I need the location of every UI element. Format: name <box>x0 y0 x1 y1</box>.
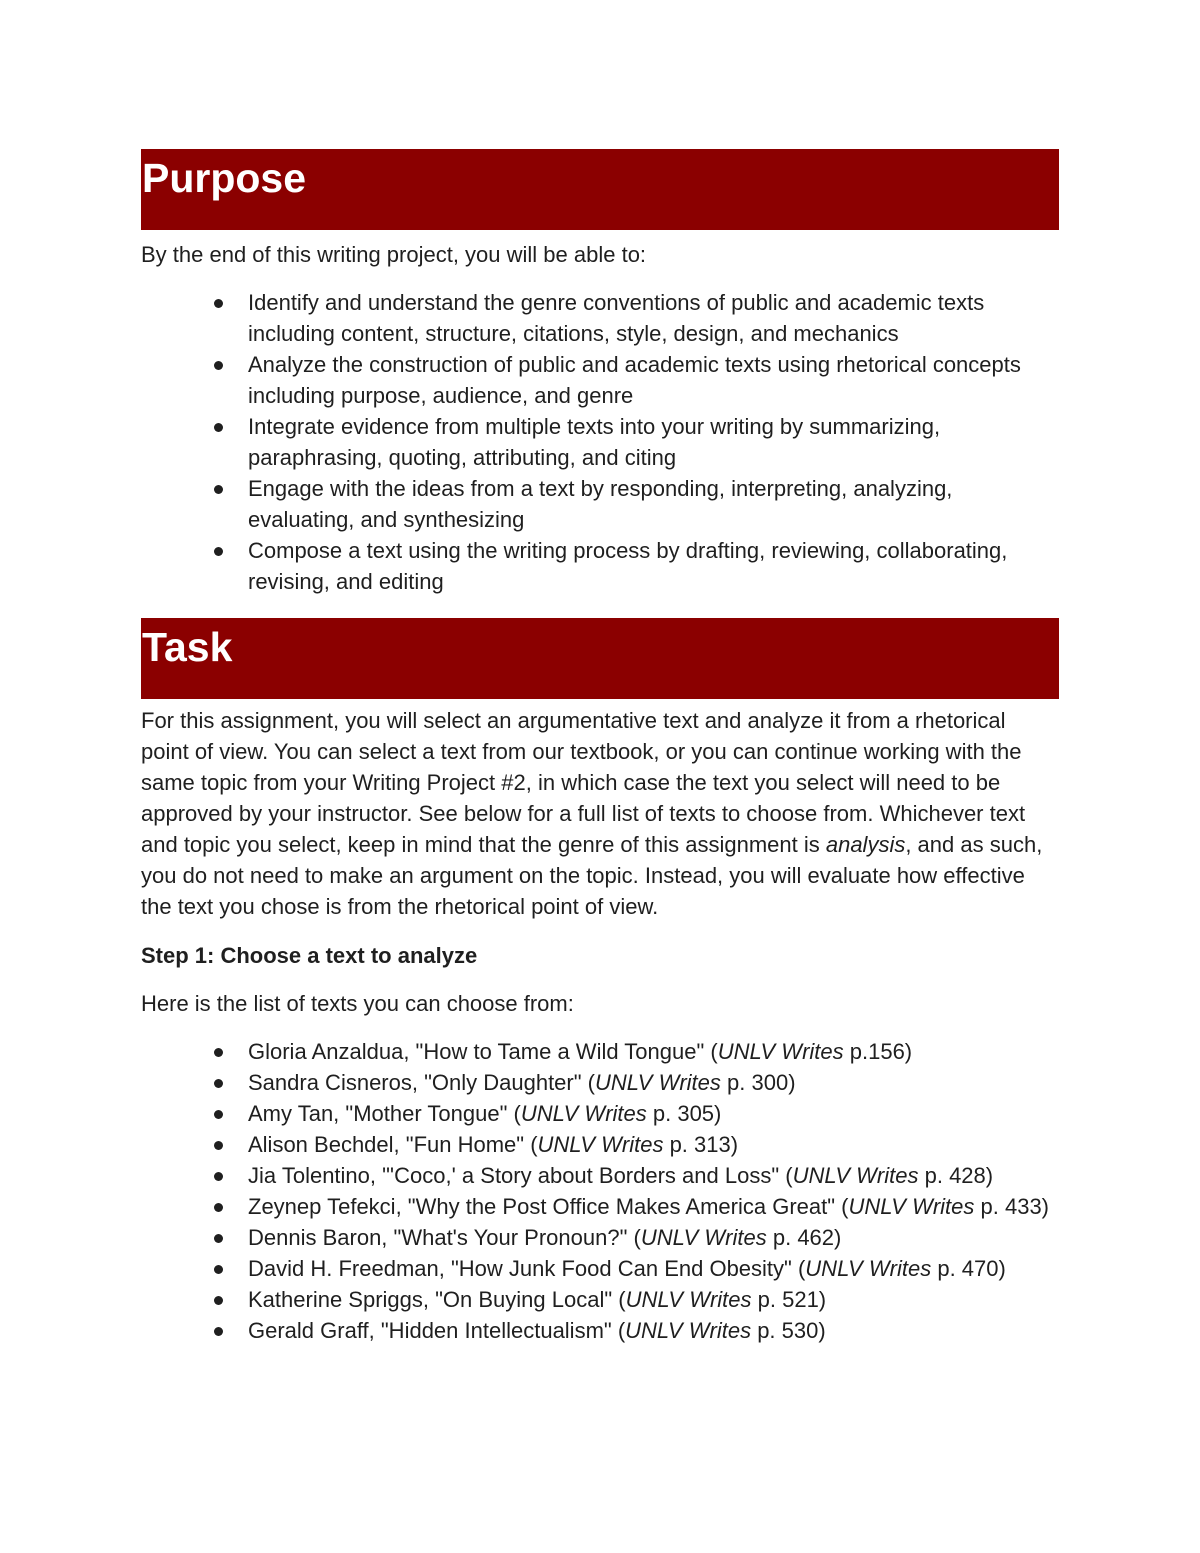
page-ref: p. 470) <box>931 1256 1006 1281</box>
book-title: UNLV Writes <box>537 1132 664 1157</box>
task-text-part1: For this assignment, you will select an argumentative text and analyze it from a rhetorical point of view. You can select a text from our textbook, or you can continue working with the same topic from your Writing Project #2, in which case the text you select will need to be approved by your instructor. See below for a full list of texts to choose from. Whichever text and topic you select, keep in mind that the genre of this assignment is <box>141 708 1026 857</box>
task-text-emphasis: analysis <box>825 832 906 857</box>
list-item: Integrate evidence from multiple texts into your writing by summarizing, paraphrasing, quoting, attributing, and citing <box>248 411 1059 473</box>
list-item <box>248 1222 1059 1253</box>
page-ref: p. 462) <box>766 1225 842 1250</box>
book-title: UNLV Writes <box>595 1070 721 1095</box>
text-title: Zeynep Tefekci, "Why the Post Office Makes America Great" ( <box>248 1194 849 1219</box>
page-ref: p. 300) <box>720 1070 796 1095</box>
page-ref: p. 521) <box>751 1287 827 1312</box>
step-1-title: Step 1: Choose a text to analyze <box>141 943 478 968</box>
page-ref: p. 313) <box>663 1132 739 1157</box>
list-item <box>248 1284 1059 1315</box>
text-title: Gerald Graff, "Hidden Intellectualism" ( <box>248 1318 626 1343</box>
list-item <box>248 1067 1059 1098</box>
list-item <box>248 1191 1059 1222</box>
text-title: Gloria Anzaldua, "How to Tame a Wild Tongue" ( <box>248 1039 718 1064</box>
book-title: UNLV Writes <box>625 1318 752 1343</box>
list-item <box>248 1129 1059 1160</box>
book-title: UNLV Writes <box>848 1194 975 1219</box>
task-heading: Task <box>141 618 1059 699</box>
book-title: UNLV Writes <box>520 1101 647 1126</box>
list-item: Analyze the construction of public and academic texts using rhetorical concepts including purpose, audience, and genre <box>248 349 1059 411</box>
list-item <box>248 1160 1059 1191</box>
text-list-intro: Here is the list of texts you can choose from: <box>141 991 574 1016</box>
text-title: Dennis Baron, "What's Your Pronoun?" ( <box>248 1225 641 1250</box>
page-ref: p. 433) <box>974 1194 1050 1219</box>
text-title: Amy Tan, "Mother Tongue" ( <box>248 1101 521 1126</box>
page-ref: p. 530) <box>751 1318 826 1343</box>
text-title: Sandra Cisneros, "Only Daughter" ( <box>248 1070 595 1095</box>
book-title: UNLV Writes <box>640 1225 767 1250</box>
text-options-list <box>141 1036 1059 1346</box>
list-item: Identify and understand the genre conventions of public and academic texts including content, structure, citations, style, design, and mechanics <box>248 287 1059 349</box>
purpose-heading: Purpose <box>141 149 1059 230</box>
document-page <box>141 149 1059 1346</box>
list-item: Compose a text using the writing process by drafting, reviewing, collaborating, revising, and editing <box>248 535 1059 597</box>
book-title: UNLV Writes <box>625 1287 752 1312</box>
book-title: UNLV Writes <box>792 1163 919 1188</box>
book-title: UNLV Writes <box>717 1039 844 1064</box>
text-title: Jia Tolentino, "'Coco,' a Story about Borders and Loss" ( <box>248 1163 793 1188</box>
text-title: Katherine Spriggs, "On Buying Local" ( <box>248 1287 626 1312</box>
list-item <box>248 1098 1059 1129</box>
task-description <box>141 705 1059 922</box>
list-item <box>248 1253 1059 1284</box>
purpose-intro: By the end of this writing project, you will be able to: <box>141 242 647 267</box>
list-item <box>248 1315 1059 1346</box>
page-ref: p.156) <box>843 1039 913 1064</box>
list-item <box>248 1036 1059 1067</box>
list-item: Engage with the ideas from a text by responding, interpreting, analyzing, evaluating, and synthesizing <box>248 473 1059 535</box>
page-ref: p. 428) <box>918 1163 994 1188</box>
learning-outcomes-list <box>141 287 1059 597</box>
task-text-part2: , and as such, you do not need to make an argument on the topic. Instead, you will evaluate how effective the text you chose is from the rhetorical point of view. <box>141 832 1043 919</box>
text-title: David H. Freedman, "How Junk Food Can End Obesity" ( <box>248 1256 806 1281</box>
text-title: Alison Bechdel, "Fun Home" ( <box>248 1132 538 1157</box>
page-ref: p. 305) <box>646 1101 722 1126</box>
book-title: UNLV Writes <box>805 1256 932 1281</box>
